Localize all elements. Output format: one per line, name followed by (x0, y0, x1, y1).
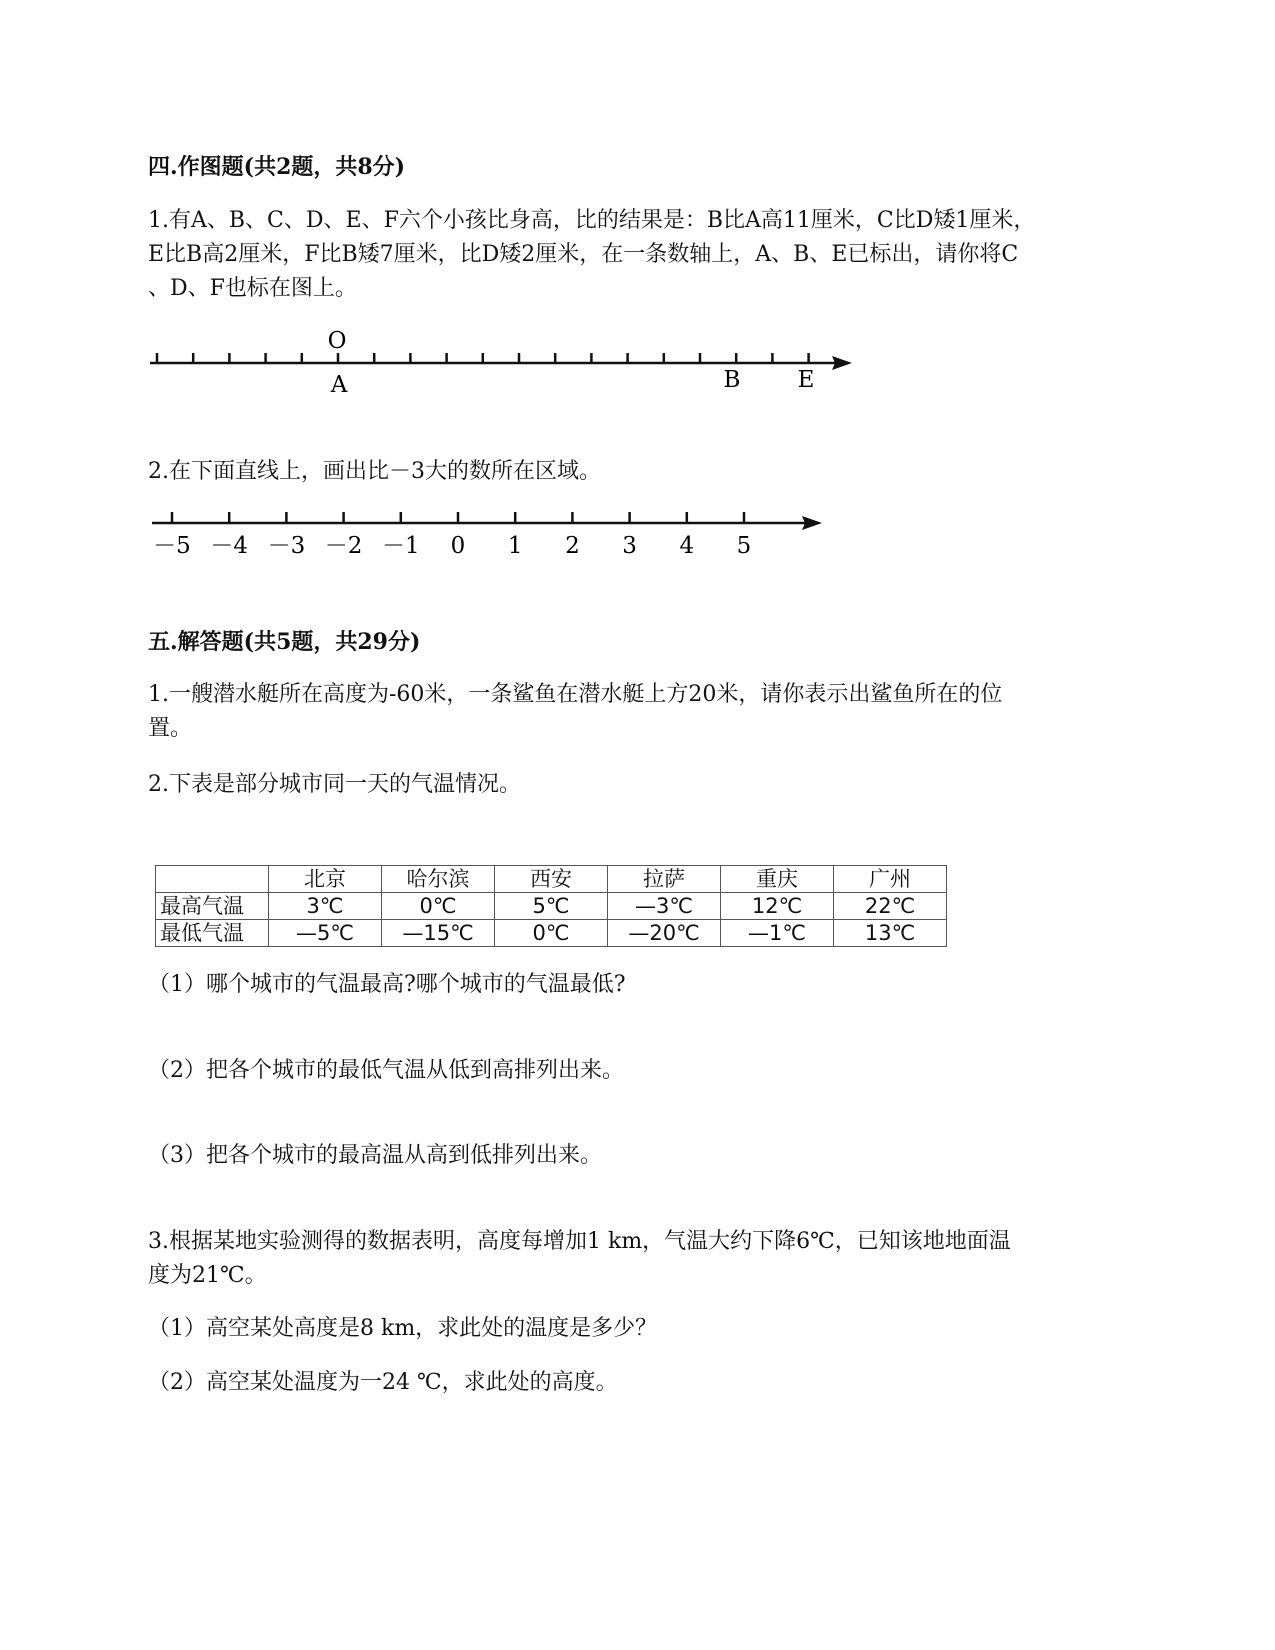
q2-sub-2: （2）把各个城市的最低气温从低到高排列出来。 (148, 1058, 624, 1083)
q1-line-1: 1.有A、B、C、D、E、F六个小孩比身高，比的结果是：B比A高11厘米，C比D矮1厘米， (148, 208, 1036, 233)
table-header-cell: 拉萨 (608, 866, 721, 893)
axis2-tick-label: 4 (679, 533, 695, 559)
section5-heading: 五.解答题(共5题，共29分) (148, 629, 421, 655)
table-cell: —20℃ (608, 920, 721, 947)
table-cell: 0℃ (382, 893, 495, 920)
axis2-ticks (172, 512, 744, 523)
origin-label: O (327, 328, 347, 354)
point-a-label: A (330, 372, 348, 398)
table-header-cell: 西安 (495, 866, 608, 893)
s5-q1-line-2: 置。 (148, 716, 193, 741)
axis2-tick-label: －4 (210, 533, 249, 559)
table-cell: —1℃ (721, 920, 834, 947)
table-row (156, 893, 947, 920)
table-cell: —5℃ (269, 920, 382, 947)
table-cell: 5℃ (495, 893, 608, 920)
axis1-arrow (832, 356, 852, 370)
axis2-tick-label: 1 (507, 533, 523, 559)
row-label: 最高气温 (156, 893, 269, 920)
table-row (156, 920, 947, 947)
s5-q3-line-2: 度为21℃。 (148, 1263, 267, 1288)
axis2-tick-label: －5 (153, 533, 191, 559)
q1-line-2: E比B高2厘米，F比B矮7厘米，比D矮2厘米，在一条数轴上，A、B、E已标出，请你将C (148, 242, 1019, 267)
axis2-tick-label: 2 (565, 533, 580, 559)
section4-q1 (148, 204, 1035, 306)
q3-sub-1: （1）高空某处高度是8 km，求此处的温度是多少？ (148, 1316, 658, 1341)
row-label: 最低气温 (156, 920, 269, 947)
axis1-ticks (157, 353, 809, 363)
q1-line-3: 、D、F也标在图上。 (148, 276, 357, 301)
section5-q1 (148, 678, 1002, 746)
axis2-tick-label: 3 (622, 533, 637, 559)
section5-q2: 2.下表是部分城市同一天的气温情况。 (148, 772, 521, 797)
table-header-row (156, 866, 947, 893)
axis2-arrow (802, 516, 822, 530)
table-cell: —3℃ (608, 893, 721, 920)
s5-q3-line-1: 3.根据某地实验测得的数据表明，高度每增加1 km，气温大约下降6℃，已知该地地面温 (148, 1229, 1011, 1254)
s5-q1-line-1: 1.一艘潜水艇所在高度为-60米，一条鲨鱼在潜水艇上方20米，请你表示出鲨鱼所在的位 (148, 682, 1003, 707)
point-e-label: E (797, 367, 815, 393)
table-header-cell: 广州 (834, 866, 947, 893)
table-cell: 12℃ (721, 893, 834, 920)
table-header-cell: 北京 (269, 866, 382, 893)
table-cell: 13℃ (834, 920, 947, 947)
axis2-tick-label: 0 (450, 533, 466, 559)
table-cell: 0℃ (495, 920, 608, 947)
section4-heading: 四.作图题(共2题，共8分) (148, 154, 406, 180)
section5-q3 (148, 1225, 1011, 1293)
table-header-cell: 哈尔滨 (382, 866, 495, 893)
axis2-labels (153, 533, 751, 559)
axis2-tick-label: －3 (267, 533, 306, 559)
table-corner-cell (156, 866, 269, 893)
table-cell: 3℃ (269, 893, 382, 920)
q3-sub-2: （2）高空某处温度为一24 ℃，求此处的高度。 (148, 1370, 618, 1395)
number-line-2 (0, 505, 900, 575)
table-cell: —15℃ (382, 920, 495, 947)
axis2-tick-label: －2 (324, 533, 363, 559)
table-cell: 22℃ (834, 893, 947, 920)
axis2-tick-label: －1 (381, 533, 420, 559)
temperature-table (155, 865, 947, 947)
section4-q2: 2.在下面直线上，画出比－3大的数所在区域。 (148, 459, 601, 484)
q2-sub-1: （1）哪个城市的气温最高?哪个城市的气温最低? (148, 972, 626, 997)
number-line-1 (0, 320, 900, 410)
q2-sub-3: （3）把各个城市的最高温从高到低排列出来。 (148, 1143, 602, 1168)
point-b-label: B (723, 367, 741, 393)
axis2-tick-label: 5 (736, 533, 752, 559)
table-header-cell: 重庆 (721, 866, 834, 893)
